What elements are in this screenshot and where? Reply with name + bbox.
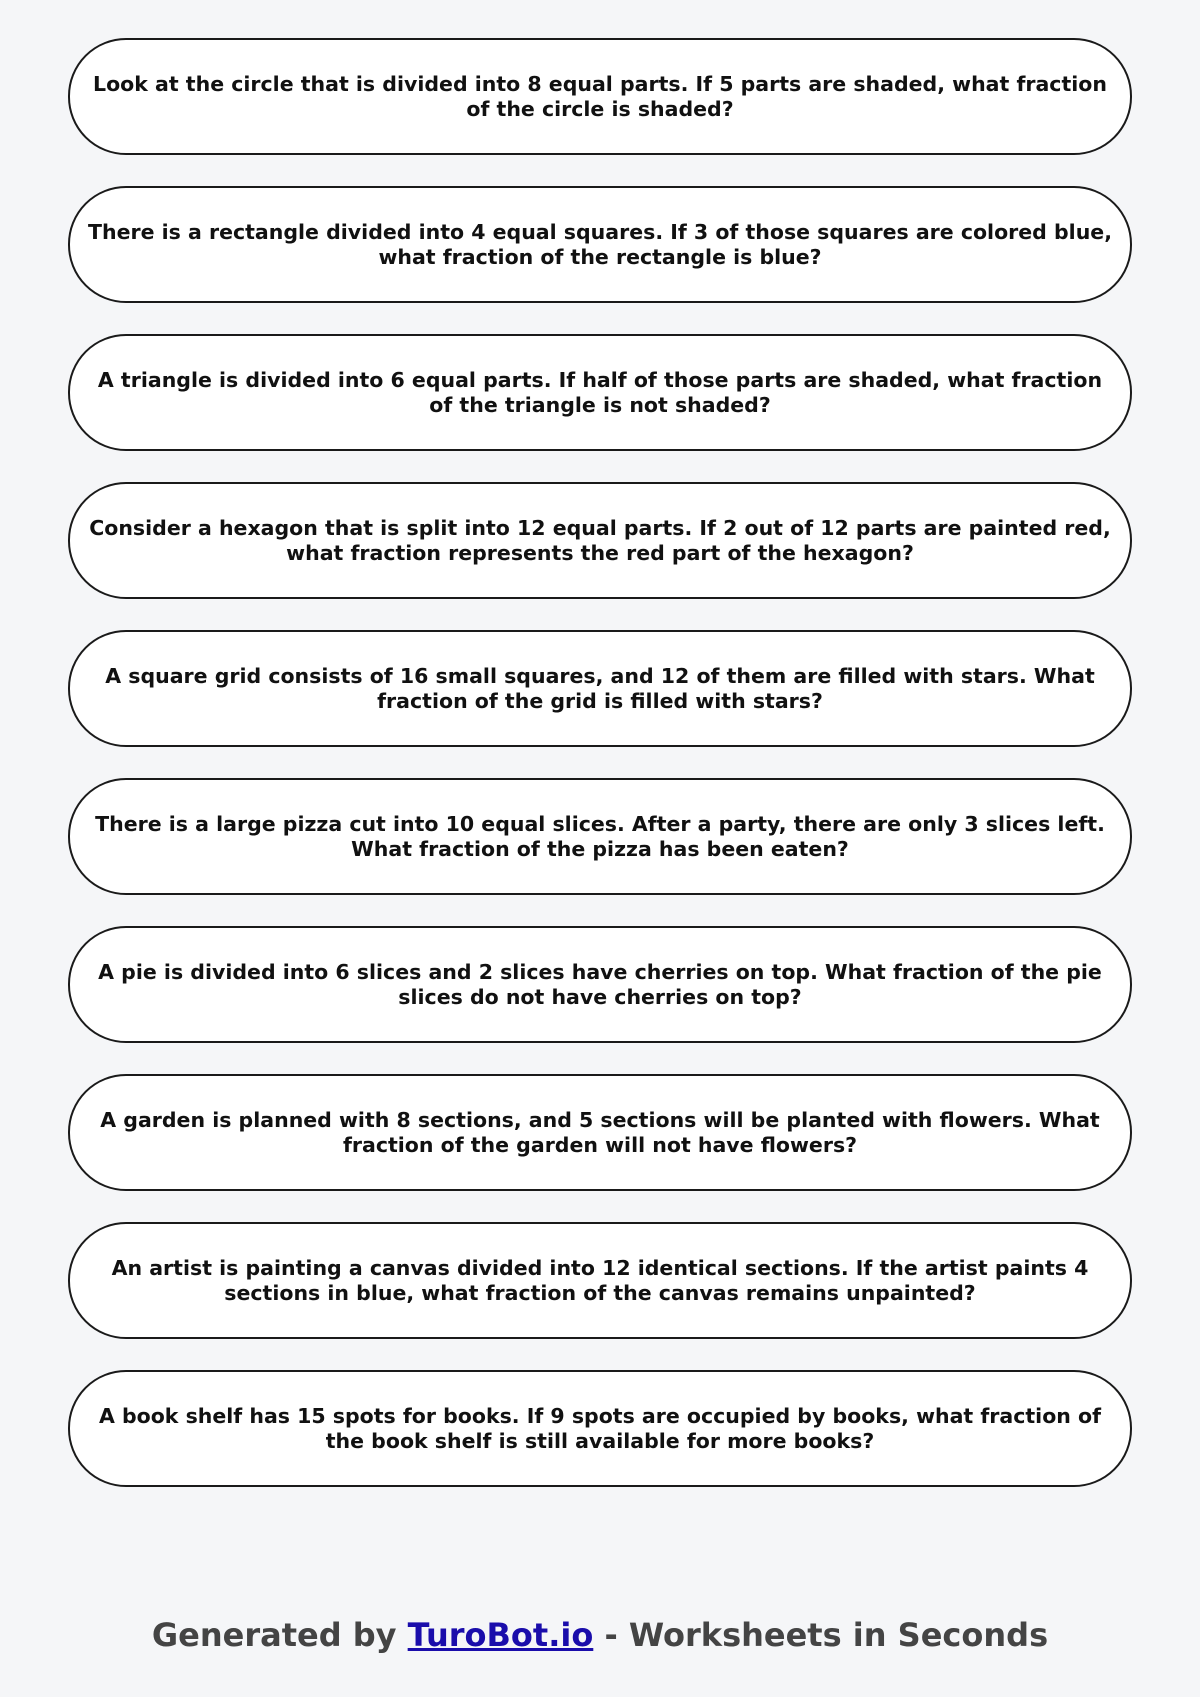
question-text: A garden is planned with 8 sections, and 5 sections will be planted with flowers. What fraction of the garden will not have flowers?	[100, 1107, 1100, 1157]
question-box-1	[68, 38, 1132, 155]
question-box-5	[68, 630, 1132, 747]
question-box-6	[68, 778, 1132, 895]
question-text: A triangle is divided into 6 equal parts. If half of those parts are shaded, what fraction of the triangle is not shaded?	[97, 367, 1103, 417]
question-text: There is a rectangle divided into 4 equal squares. If 3 of those squares are colored blue, what fraction of the rectangle is blue?	[88, 219, 1112, 269]
question-box-2	[68, 186, 1132, 303]
turobot-link[interactable]: TuroBot.io	[407, 1616, 594, 1654]
footer	[0, 1616, 1200, 1654]
question-text: A book shelf has 15 spots for books. If 9 spots are occupied by books, what fraction of the book shelf is still available for more books?	[98, 1403, 1102, 1453]
question-text: An artist is painting a canvas divided into 12 identical sections. If the artist paints 4 sections in blue, what fraction of the canvas remains unpainted?	[111, 1255, 1089, 1305]
question-text: A pie is divided into 6 slices and 2 slices have cherries on top. What fraction of the pie slices do not have cherries on top?	[98, 959, 1102, 1009]
question-box-4	[68, 482, 1132, 599]
footer-suffix: - Worksheets in Seconds	[593, 1616, 1049, 1654]
question-box-10	[68, 1370, 1132, 1487]
question-list	[68, 38, 1132, 1518]
question-box-9	[68, 1222, 1132, 1339]
question-text: Look at the circle that is divided into 8 equal parts. If 5 parts are shaded, what fraction of the circle is shaded?	[93, 71, 1107, 121]
question-text: Consider a hexagon that is split into 12 equal parts. If 2 out of 12 parts are painted red, what fraction represents the red part of the hexagon?	[89, 515, 1111, 565]
question-box-7	[68, 926, 1132, 1043]
question-box-8	[68, 1074, 1132, 1191]
footer-prefix: Generated by	[151, 1616, 408, 1654]
question-text: A square grid consists of 16 small squares, and 12 of them are filled with stars. What fraction of the grid is filled with stars?	[105, 663, 1095, 713]
question-text: There is a large pizza cut into 10 equal slices. After a party, there are only 3 slices left. What fraction of the pizza has been eaten?	[95, 811, 1105, 861]
question-box-3	[68, 334, 1132, 451]
